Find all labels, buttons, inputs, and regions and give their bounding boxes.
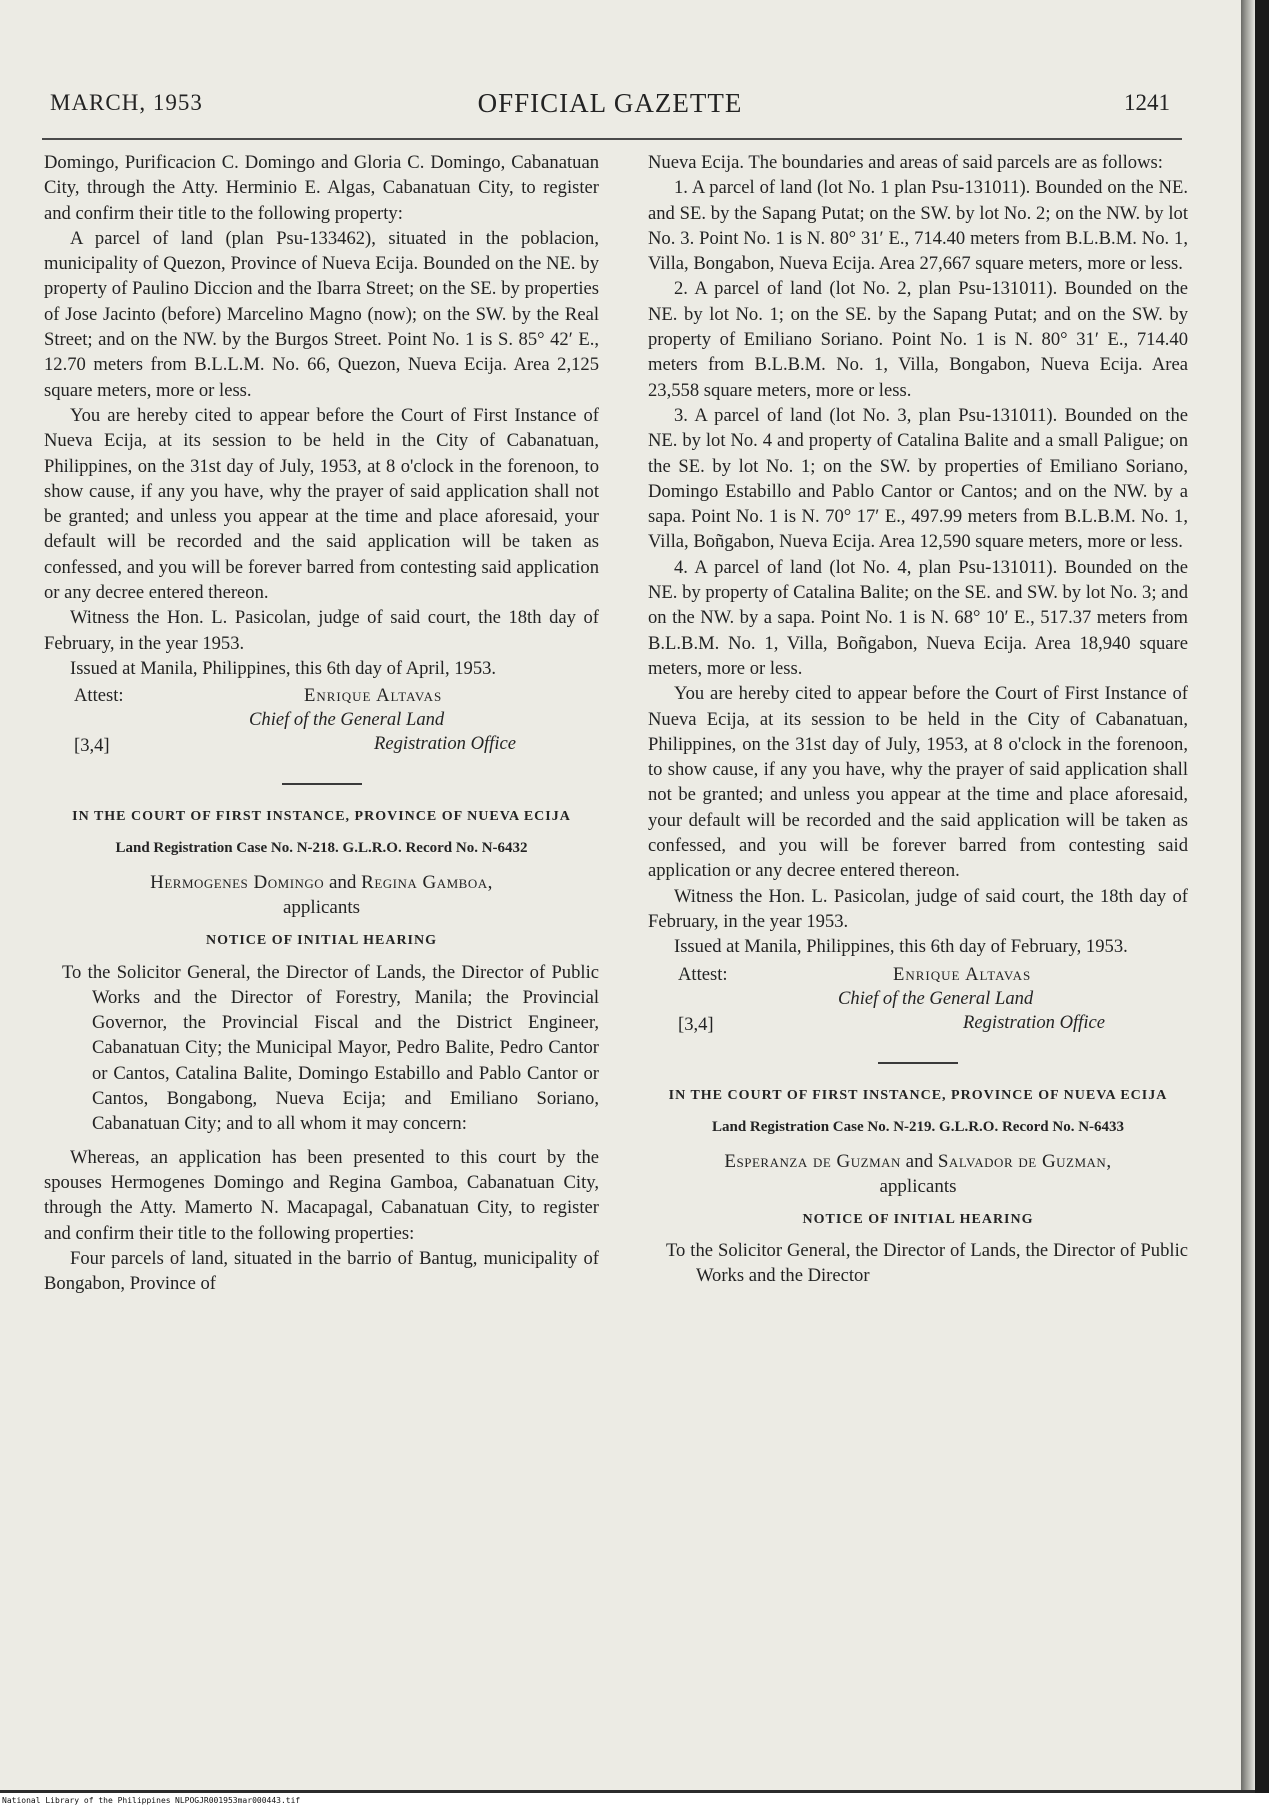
notice-heading: NOTICE OF INITIAL HEARING <box>205 933 438 949</box>
left-column <box>44 150 599 1296</box>
paragraph: Issued at Manila, Philippines, this 6th day of February, 1953. <box>674 936 1128 958</box>
party-conjunction: and <box>328 872 357 894</box>
attest-label: Attest: <box>678 963 728 985</box>
paragraph: Nueva Ecija. The boundaries and areas of said parcels are as follows: <box>648 152 1163 173</box>
scan-filename: NLPOGJR001953mar000443.tif <box>175 1796 301 1805</box>
attest-title-line1: Chief of the General Land <box>249 709 445 731</box>
attestation <box>44 683 599 773</box>
section-separator <box>878 1062 958 1064</box>
attestation <box>648 962 1188 1052</box>
paragraph: Issued at Manila, Philippines, this 6th day of April, 1953. <box>70 657 497 679</box>
paragraph: 4. A parcel of land (lot No. 4, plan Psu-131011). Bounded on the NE. by property of Catalina Balite; on the SE. and SW. by lot No. 3; and on the NW. by a sapa. Point No. 1 is N. 68° 10′ E., 517.37 meters from B.L.B.M. No. 1, Villa, Boñgabon, Nueva Ecija. Area 18,940 square meters, more or less. <box>648 556 1188 679</box>
attest-name: Enrique Altavas <box>304 685 443 707</box>
court-heading: IN THE COURT OF FIRST INSTANCE, PROVINCE OF NUEVA ECIJA <box>72 809 571 825</box>
attest-title-line2: Registration Office <box>963 1011 1106 1033</box>
party-name: Esperanza de Guzman <box>724 1150 901 1172</box>
attest-title-line1: Chief of the General Land <box>838 987 1034 1009</box>
address-paragraph: To the Solicitor General, the Director of Lands, the Director of Public Works and the Director <box>666 1239 1188 1287</box>
party-name: Regina Gamboa, <box>361 872 493 894</box>
court-heading: IN THE COURT OF FIRST INSTANCE, PROVINCE OF NUEVA ECIJA <box>668 1087 1168 1103</box>
issue-number: [3,4] <box>678 1013 714 1035</box>
case-heading: Land Registration Case No. N-219. G.L.R.O. Record No. N-6433 <box>711 1118 1125 1135</box>
page-header <box>50 86 1170 130</box>
paragraph: Whereas, an application has been presented to this court by the spouses Hermogenes Domingo and Regina Gamboa, Cabanatuan City, through the Atty. Mamerto N. Macapagal, Cabanatuan City, to register and confirm their title to the following properties: <box>44 1146 599 1244</box>
section-separator <box>282 783 362 785</box>
issue-number: [3,4] <box>74 735 110 757</box>
page-number: 1241 <box>1124 90 1170 115</box>
header-month: MARCH, 1953 <box>50 90 203 115</box>
party-conjunction: and <box>905 1150 934 1172</box>
attest-title-line2: Registration Office <box>374 733 517 755</box>
header-title: OFFICIAL GAZETTE <box>477 88 743 118</box>
paragraph: 2. A parcel of land (lot No. 2, plan Psu-131011). Bounded on the NE. by lot No. 1; on the SE. by the Sapang Putat; and on the SW. by property of Emiliano Soriano. Point No. 1 is N. 80° 31′ E., 714.40 meters from B.L.B.M. No. 1, Villa, Bongabon, Nueva Ecija. Area 23,558 square meters, more or less. <box>648 278 1188 401</box>
paragraph: 1. A parcel of land (lot No. 1 plan Psu-131011). Bounded on the NE. and SE. by the Sapang Putat; on the SW. by lot No. 2; on the NW. by lot No. 3. Point No. 1 is N. 80° 31′ E., 714.40 meters from B.L.B.M. No. 1, Villa, Bongabon, Nueva Ecija. Area 27,667 square meters, more or less. <box>648 177 1188 275</box>
page-edge <box>1241 0 1255 1790</box>
paragraph: Four parcels of land, situated in the barrio of Bantug, municipality of Bongabon, Province of <box>44 1247 599 1295</box>
header-rule <box>42 138 1182 140</box>
party-name: Salvador de Guzman, <box>937 1150 1112 1172</box>
paragraph: Witness the Hon. L. Pasicolan, judge of said court, the 18th day of February, in the year 1953. <box>44 607 599 654</box>
parties <box>648 1149 1188 1199</box>
library-credit: National Library of the Philippines <box>2 1796 171 1805</box>
scan-footer <box>0 1793 1269 1808</box>
parties <box>44 870 599 920</box>
right-column <box>648 150 1188 1288</box>
paragraph: Witness the Hon. L. Pasicolan, judge of said court, the 18th day of February, in the year 1953. <box>648 885 1188 932</box>
party-name: Hermogenes Domingo <box>150 872 325 894</box>
applicants-label: applicants <box>879 1175 957 1197</box>
address-paragraph: To the Solicitor General, the Director of Lands, the Director of Public Works and the Director of Forestry, Manila; the Provincial Governor, the Provincial Fiscal and the District Engineer, Cabanatuan City; the Municipal Mayor, Pedro Balite, Pedro Cantor or Cantos, Catalina Balite, Domingo Estabillo and Pablo Cantor or Cantos, Bongabong, Nueva Ecija; and Emiliano Soriano, Cabanatuan City; and to all whom it may concern: <box>62 961 599 1135</box>
paragraph: You are hereby cited to appear before the Court of First Instance of Nueva Ecija, at its session to be held in the City of Cabanatuan, Philippines, on the 31st day of July, 1953, at 8 o'clock in the forenoon, to show cause, if any you have, why the prayer of said application shall not be granted; and unless you appear at the time and place aforesaid, your default will be recorded and the said application will be taken as confessed, and you will be forever barred from contesting said application or any decree entered thereon. <box>44 404 599 604</box>
attest-name: Enrique Altavas <box>893 963 1032 985</box>
paragraph: 3. A parcel of land (lot No. 3, plan Psu-131011). Bounded on the NE. by lot No. 4 and property of Catalina Balite and a small Paligue; on the SE. by lot No. 1; on the SW. by properties of Emiliano Soriano, Domingo Estabillo and Pablo Cantor or Cantos; and on the NW. by a sapa. Point No. 1 is N. 70° 17′ E., 497.99 meters from B.L.B.M. No. 1, Villa, Boñgabon, Nueva Ecija. Area 12,590 square meters, more or less. <box>648 404 1188 553</box>
attest-label: Attest: <box>74 685 124 707</box>
scan-border <box>1255 0 1269 1808</box>
paragraph: A parcel of land (plan Psu-133462), situated in the poblacion, municipality of Quezon, Province of Nueva Ecija. Bounded on the NE. by property of Paulino Diccion and the Ibarra Street; on the SE. by properties of Jose Jacinto (before) Marcelino Magno (now); on the SW. by the Real Street; and on the NW. by the Burgos Street. Point No. 1 is S. 85° 42′ E., 12.70 meters from B.L.L.M. No. 66, Quezon, Nueva Ecija. Area 2,125 square meters, more or less. <box>44 227 599 401</box>
case-heading: Land Registration Case No. N-218. G.L.R.O. Record No. N-6432 <box>115 840 528 857</box>
paragraph: You are hereby cited to appear before the Court of First Instance of Nueva Ecija, at its session to be held in the City of Cabanatuan, Philippines, on the 31st day of July, 1953, at 8 o'clock in the forenoon, to show cause, if any you have, why the prayer of said application shall not be granted; and unless you appear at the time and place aforesaid, your default will be recorded and the said application will be taken as confessed, and you will be forever barred from contesting said application or any decree entered thereon. <box>648 683 1188 882</box>
paragraph: Domingo, Purificacion C. Domingo and Gloria C. Domingo, Cabanatuan City, through the Atty. Herminio E. Algas, Cabanatuan City, to register and confirm their title to the following property: <box>44 152 599 224</box>
notice-heading: NOTICE OF INITIAL HEARING <box>802 1211 1034 1227</box>
applicants-label: applicants <box>282 897 361 919</box>
